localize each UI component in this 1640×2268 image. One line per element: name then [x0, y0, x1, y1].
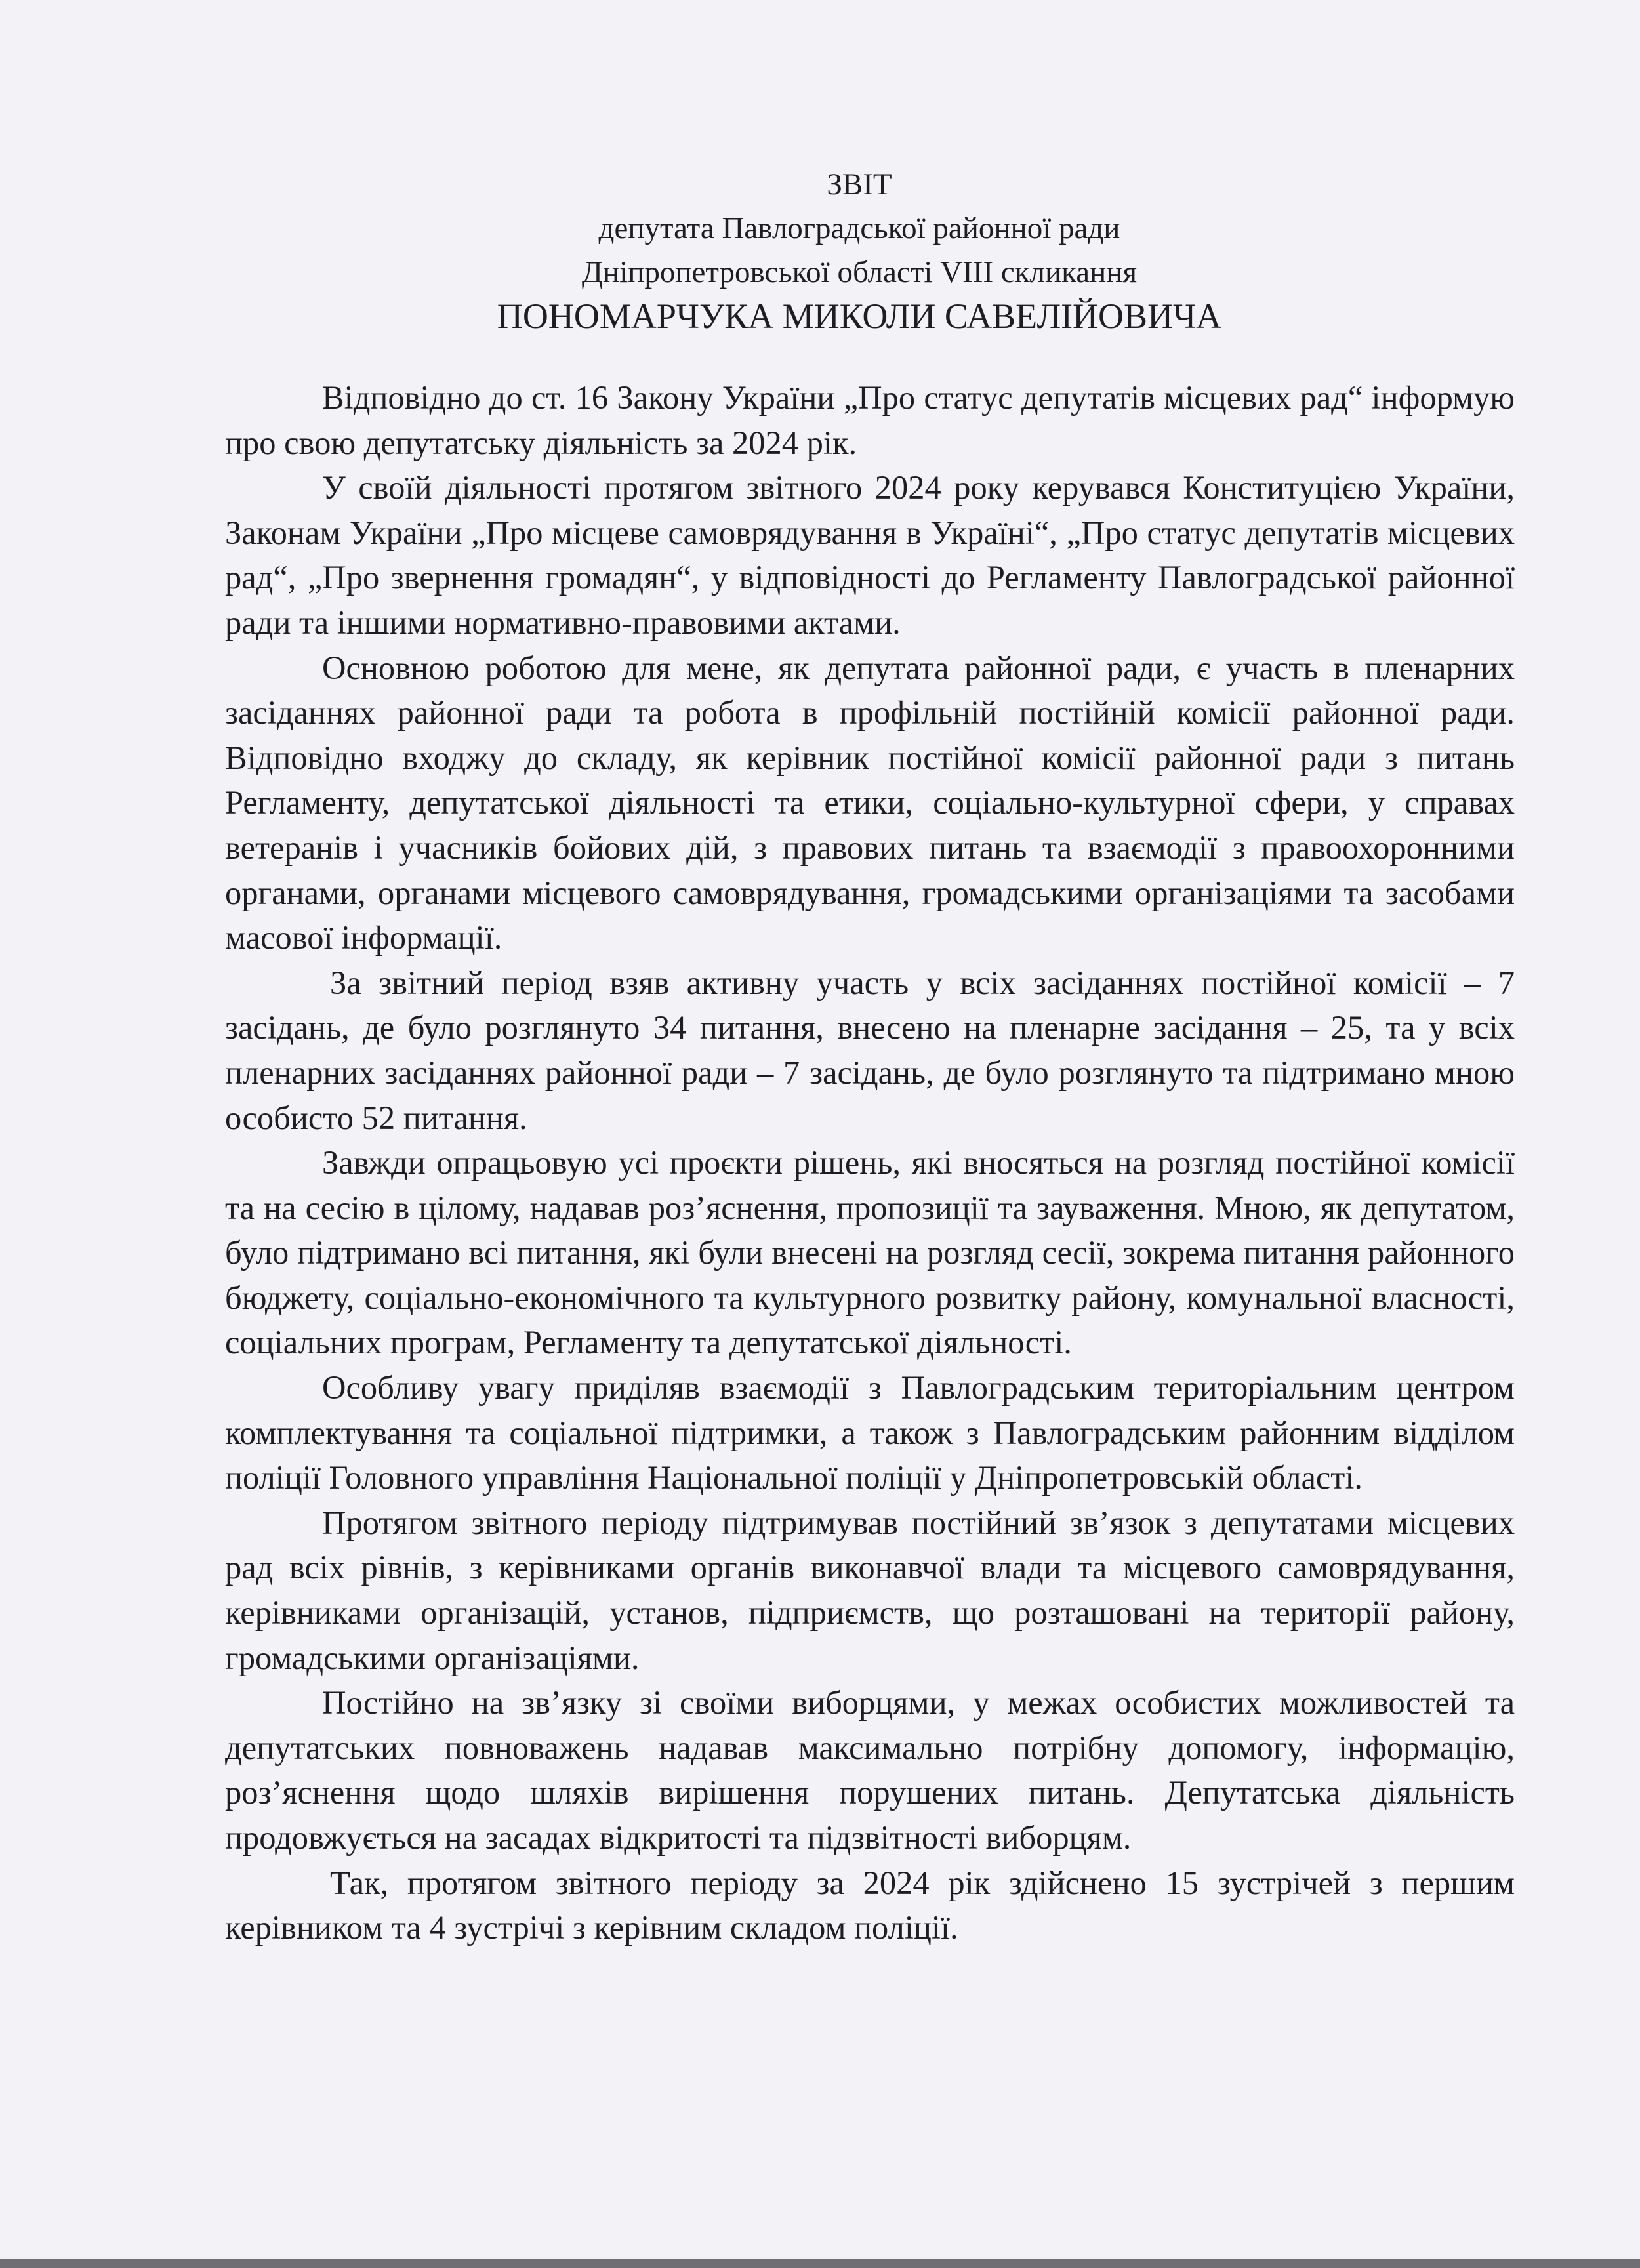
paragraph: За звітний період взяв активну участь у всіх засіданнях постійної комісії – 7 засідань, де було розглянуто 34 питання, внесено на пленарне засідання – 25, та у всіх пленарних засіданнях районної ради – 7 засідань, де було розглянуто та підтримано мною особисто 52 питання.	[225, 964, 1515, 1136]
header-line-2: Дніпропетровської області VIII скликання	[581, 255, 1138, 289]
paragraph: Постійно на зв’язку зі своїми виборцями, у межах особистих можливостей та депутатських повноважень надавав максимально потрібну допомогу, інформацію, роз’яснення щодо шляхів вирішення порушених питань. Депутатська діяльність продовжується на засадах відкритості та підзвітності виборцям.	[225, 1684, 1515, 1856]
header-line-1: депутата Павлоградської районної ради	[598, 211, 1120, 245]
paragraph: Особливу увагу приділяв взаємодії з Павлоградським територіальним центром комплектування та соціальної підтримки, а також з Павлоградським районним відділом поліції Головного управління Національної поліції у Дніпропетровській області.	[225, 1369, 1515, 1496]
deputy-name: ПОНОМАРЧУКА МИКОЛИ САВЕЛІЙОВИЧА	[497, 297, 1222, 336]
paragraph: Основною роботою для мене, як депутата районної ради, є участь в пленарних засіданнях районної ради та робота в профільній постійній комісії районної ради. Відповідно входжу до складу, як керівник постійної комісії районної ради з питань Регламенту, депутатської діяльності та етики, соціально-культурної сфери, у справах ветеранів і учасників бойових дій, з правових питань та взаємодії з правоохоронними органами, органами місцевого самоврядування, громадськими організаціями та засобами масової інформації.	[225, 649, 1515, 957]
page-bottom-edge	[0, 2259, 1640, 2268]
document-body	[225, 375, 1515, 1950]
document-header	[223, 163, 1496, 338]
paragraph: Відповідно до ст. 16 Закону України „Про статус депутатів місцевих рад“ інформую про свою депутатську діяльність за 2024 рік.	[225, 379, 1515, 461]
document-title: ЗВІТ	[827, 167, 892, 201]
paragraph: Так, протягом звітного періоду за 2024 рік здійснено 15 зустрічей з першим керівником та 4 зустрічі з керівним складом поліції.	[225, 1864, 1515, 1947]
paragraph: У своїй діяльності протягом звітного 2024 року керувався Конституцією України, Законам України „Про місцеве самоврядування в Україні“, „Про статус депутатів місцевих рад“, „Про звернення громадян“, у відповідності до Регламенту Павлоградської районної ради та іншими нормативно-правовими актами.	[225, 469, 1515, 641]
paragraph: Завжди опрацьовую усі проєкти рішень, які вносяться на розгляд постійної комісії та на сесію в цілому, надавав роз’яснення, пропозиції та зауваження. Мною, як депутатом, було підтримано всі питання, які були внесені на розгляд сесії, зокрема питання районного бюджету, соціально-економічного та культурного розвитку району, комунальної власності, соціальних програм, Регламенту та депутатської діяльності.	[225, 1144, 1515, 1361]
paragraph: Протягом звітного періоду підтримував постійний зв’язок з депутатами місцевих рад всіх рівнів, з керівниками органів виконавчої влади та місцевого самоврядування, керівниками організацій, установ, підприємств, що розташовані на території району, громадськими організаціями.	[225, 1504, 1515, 1676]
